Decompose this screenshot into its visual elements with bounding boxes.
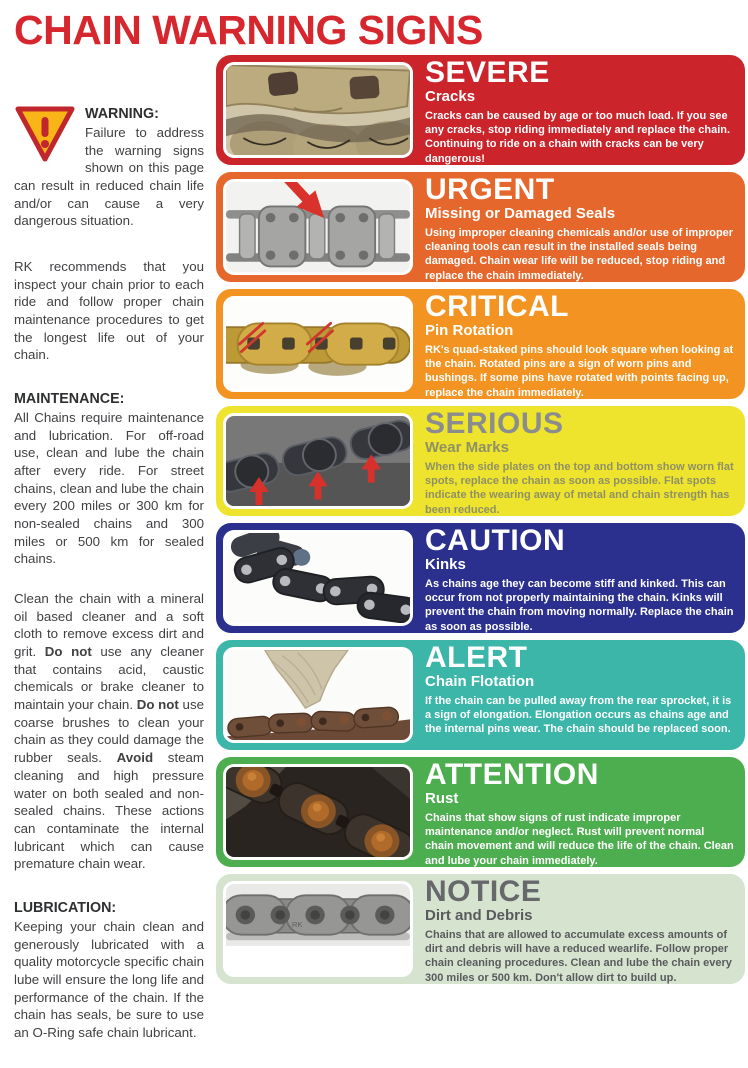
maintenance-section bbox=[14, 390, 204, 873]
rotated-pins-gold-chain-photo bbox=[223, 296, 413, 392]
caution-title: CAUTION bbox=[425, 524, 566, 557]
urgent-title: URGENT bbox=[425, 173, 555, 206]
notice-title: NOTICE bbox=[425, 875, 542, 908]
warning-card-critical bbox=[216, 289, 745, 399]
rusty-chain-photo bbox=[223, 764, 413, 860]
page-title: CHAIN WARNING SIGNS bbox=[14, 7, 483, 53]
caution-subtitle: Kinks bbox=[425, 556, 466, 574]
warning-paragraph-1: Failure to address the warning signs shown on this page can result in reduced chain life and/or can cause a very dangerous situation. bbox=[14, 125, 204, 229]
lubrication-section bbox=[14, 899, 204, 1042]
severe-subtitle: Cracks bbox=[425, 88, 476, 106]
warning-heading: WARNING: bbox=[85, 106, 159, 122]
warning-card-caution bbox=[216, 523, 745, 633]
alert-card-text bbox=[413, 642, 738, 743]
notice-card-text bbox=[413, 875, 738, 984]
lubrication-paragraph-1: Keeping your chain clean and generously lubricated with a quality motorcycle specific chain lube will ensure the long life and performance of the chain. If the chain has seals, be sure to use an O-Ring safe chain lubricant. bbox=[14, 918, 204, 1040]
serious-card-text bbox=[413, 407, 738, 516]
maintenance-paragraph-2: Clean the chain with a mineral oil based cleaner and a soft cloth to remove excess dirt and grit. Do not use any cleaner that contains acid, caustic chemicals or brake cleaner to maintain your chain. Do not use coarse brushes to clean your chain as they could damage the rubber seals. Avoid steam cleaning and high pressure water on both sealed and non-sealed chains. These actions can contaminate the internal lubricant which can cause premature chain wear. bbox=[14, 591, 205, 872]
alert-body: If the chain can be pulled away from the rear sprocket, it is a sign of elongation. Elongation occurs as chains age and the internal pins wear. The chain should be replaced soon. bbox=[425, 694, 732, 736]
warning-paragraph-2: RK recommends that you inspect your chain prior to each ride and follow proper chain maintenance procedures to get the longest life out of your chain. bbox=[14, 259, 204, 363]
critical-body: RK's quad-staked pins should look square when looking at the chain. Rotated pins are a sign of worn pins and bushings. If some pins have rotated with points facing up, replace the chain immediately. bbox=[425, 343, 734, 399]
notice-body: Chains that are allowed to accumulate excess amounts of dirt and debris will have a reduced wearlife. Follow proper chain cleaning procedures. Clean and lube the chain every 300 miles or 500 km. Don't allow dirt to build up. bbox=[425, 928, 732, 984]
kinked-chain-photo bbox=[223, 530, 413, 626]
seal-damage-chain-photo bbox=[223, 179, 413, 275]
glove-pulling-chain-photo bbox=[223, 647, 413, 743]
warning-card-urgent bbox=[216, 172, 745, 282]
urgent-subtitle: Missing or Damaged Seals bbox=[425, 205, 616, 223]
caution-card-text bbox=[413, 524, 738, 633]
critical-card-text bbox=[413, 290, 738, 399]
warning-triangle-icon bbox=[14, 105, 76, 163]
severe-title: SEVERE bbox=[425, 56, 550, 89]
warning-card-attention bbox=[216, 757, 745, 867]
attention-body: Chains that show signs of rust indicate improper maintenance and/or neglect. Rust will prevent normal chain movement and will reduce the life of the chain. Clean and lube your chain immediately. bbox=[425, 811, 734, 867]
urgent-card-text bbox=[413, 173, 738, 282]
alert-subtitle: Chain Flotation bbox=[425, 673, 535, 691]
attention-card-text bbox=[413, 758, 738, 867]
maintenance-heading: MAINTENANCE: bbox=[14, 391, 125, 408]
urgent-body: Using improper cleaning chemicals and/or use of improper cleaning tools can result in the installed seals being damaged. Chain wear life will be reduced, stop riding and replace the chain immediately. bbox=[425, 226, 734, 282]
critical-title: CRITICAL bbox=[425, 290, 569, 323]
alert-title: ALERT bbox=[425, 641, 528, 674]
lubrication-heading: LUBRICATION: bbox=[14, 899, 117, 916]
attention-subtitle: Rust bbox=[425, 790, 459, 808]
warning-cards-column bbox=[216, 55, 748, 984]
cracked-gold-chain-photo bbox=[223, 62, 413, 158]
critical-subtitle: Pin Rotation bbox=[425, 322, 514, 340]
notice-subtitle: Dirt and Debris bbox=[425, 907, 533, 925]
dirty-chain-photo bbox=[223, 881, 413, 977]
attention-title: ATTENTION bbox=[425, 758, 599, 791]
serious-body: When the side plates on the top and bottom show worn flat spots, replace the chain as soon as possible. Flat spots indicate the wearing away of metal and chain strength has been reduced. bbox=[425, 460, 734, 516]
wear-marks-chain-photo bbox=[223, 413, 413, 509]
warning-card-alert bbox=[216, 640, 745, 750]
warning-card-notice bbox=[216, 874, 745, 984]
warning-card-serious bbox=[216, 406, 745, 516]
sidebar-text-column bbox=[0, 55, 216, 1068]
chain-brand-marking: RK bbox=[291, 920, 303, 930]
main-layout bbox=[0, 55, 748, 1068]
severe-card-text bbox=[413, 56, 738, 165]
caution-body: As chains age they can become stiff and kinked. This can occur from not properly maintaining the chain. Kinks will prevent the chain from moving normally. Replace the chain as soon as possible. bbox=[425, 577, 734, 633]
warning-card-severe bbox=[216, 55, 745, 165]
serious-title: SERIOUS bbox=[425, 407, 564, 440]
severe-body: Cracks can be caused by age or too much load. If you see any cracks, stop riding immediately and replace the chain. Continuing to ride on a chain with cracks can be very dangerous! bbox=[425, 109, 731, 165]
warning-section bbox=[14, 105, 204, 364]
serious-subtitle: Wear Marks bbox=[425, 439, 509, 457]
maintenance-paragraph-1: All Chains require maintenance and lubrication. For off-road use, clean and lube the chain after every ride. For street chains, clean and lube the chain every 200 miles or 300 km for non-sealed chains and 300 miles or 500 km for sealed chains. bbox=[14, 410, 204, 567]
